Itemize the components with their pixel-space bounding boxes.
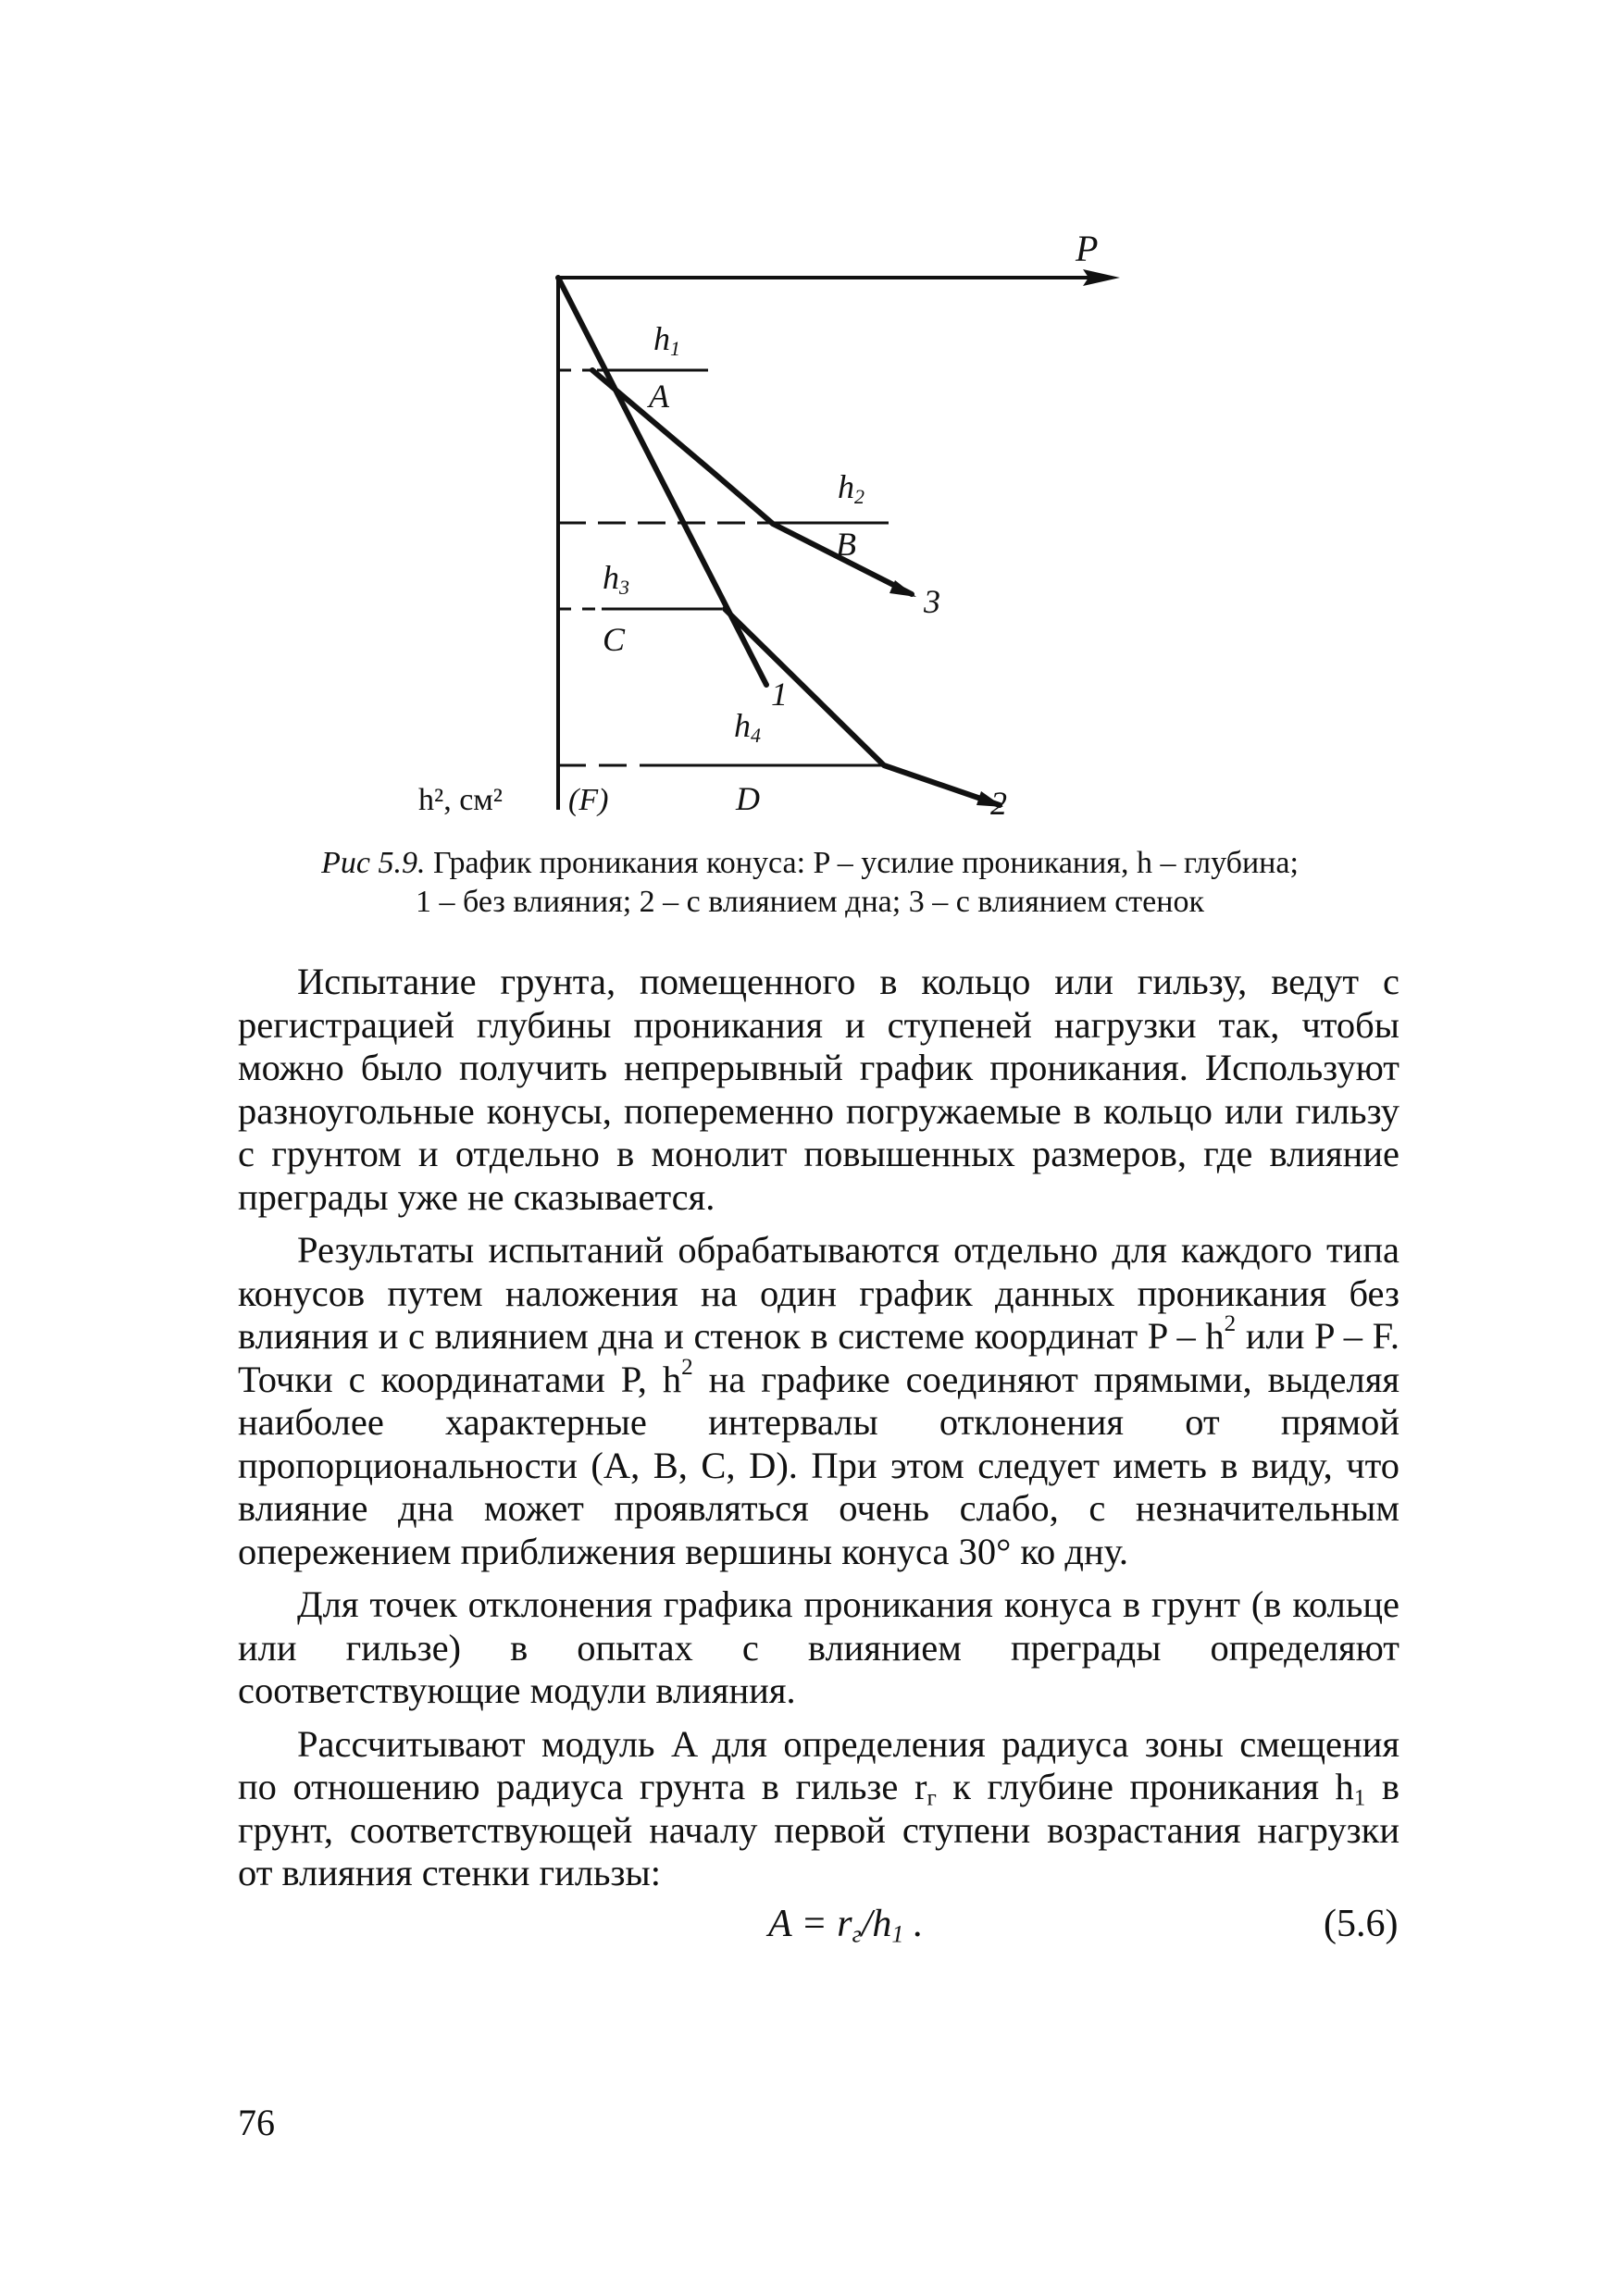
point-d-label: D bbox=[736, 780, 760, 817]
caption-line-1 bbox=[278, 844, 1342, 883]
h1-label: h1 bbox=[653, 320, 680, 360]
curve-3 bbox=[592, 370, 912, 594]
paragraph-3: Для точек отклонения графика проникания конуса в грунт (в кольце или гильзе) в опытах с влиянием преграды определяют соответствующие модули влияния. bbox=[238, 1583, 1399, 1711]
equation-number: (5.6) bbox=[1324, 1903, 1399, 1945]
f-axis-label: (F) bbox=[568, 783, 609, 817]
h3-label: h3 bbox=[603, 559, 629, 599]
body-text bbox=[238, 961, 1399, 1905]
paragraph-1: Испытание грунта, помещенного в кольцо или гильзу, ведут с регистрацией глубины проникания и ступеней нагрузки так, чтобы можно было получить непрерывный график проникания. Используют разноугольные конусы, попеременно погружаемые в кольцо или гильзу с грунтом и отдельно в монолит повышенных размеров, где влияние преграды уже не сказывается. bbox=[238, 961, 1399, 1218]
curve-2 bbox=[725, 609, 1000, 805]
caption-text-1: График проникания конуса: P – усилие проникания, h – глубина; bbox=[432, 846, 1299, 880]
point-b-label: B bbox=[836, 526, 856, 563]
curve-1-number: 1 bbox=[771, 676, 788, 713]
page-number: 76 bbox=[238, 2102, 275, 2143]
h2-label: h2 bbox=[838, 468, 864, 508]
paragraph-2: Результаты испытаний обрабатываются отдельно для каждого типа конусов путем наложения на один график данных проникания без влияния и с влиянием дна и стенок в системе координат P – $h^2$ или P – F. Точки с координатами P, $h^2$ на графике соединяют прямыми, выделяя наиболее характерные интервалы отклонения от прямой пропорциональности (A, B, C, D). При этом следует иметь в виду, что влияние дна может проявляться очень слабо, с незначительным опережением приближения вершины конуса 30° ко дну. bbox=[238, 1229, 1399, 1572]
caption-prefix: Рис 5.9. bbox=[321, 846, 426, 880]
h4-label: h4 bbox=[734, 707, 761, 747]
curve-3-number: 3 bbox=[924, 583, 940, 620]
formula-5-6: $A = r_г/h_1$ . bbox=[768, 1903, 924, 1948]
curve-2-number: 2 bbox=[990, 785, 1007, 822]
h-axis-label: h², см² bbox=[418, 783, 503, 817]
p-axis-arrowhead bbox=[1083, 269, 1120, 286]
figure-caption bbox=[278, 844, 1342, 922]
point-c-label: C bbox=[603, 621, 626, 658]
paragraph-4: Рассчитывают модуль A для определения радиуса зоны смещения по отношению радиуса грунта в гильзе $r_г$ к глубине проникания $h_1$ в грунт, соответствующей началу первой ступени возрастания нагрузки от влияния стенки гильзы: bbox=[238, 1722, 1400, 1893]
caption-line-2: 1 – без влияния; 2 – с влиянием дна; 3 – с влиянием стенок bbox=[416, 885, 1204, 919]
point-a-label: A bbox=[649, 378, 669, 415]
p-axis-label: P bbox=[1076, 228, 1099, 269]
